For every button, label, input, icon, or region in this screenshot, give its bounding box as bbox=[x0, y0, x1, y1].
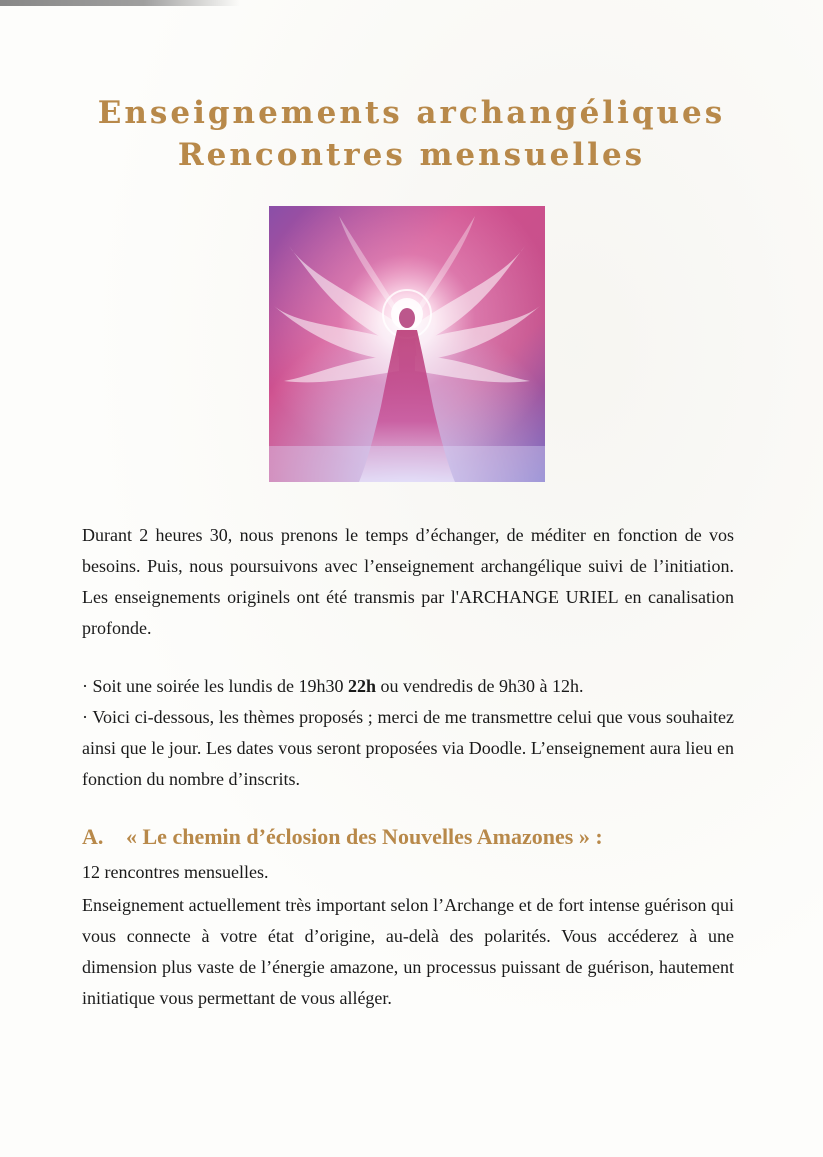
angel-illustration bbox=[269, 206, 545, 482]
title-line-2: Rencontres mensuelles bbox=[177, 137, 646, 173]
section-heading-text: « Le chemin d’éclosion des Nouvelles Amazones » : bbox=[126, 824, 603, 849]
intro-paragraph: Durant 2 heures 30, nous prenons le temps d’échanger, de méditer en fonction de vos besoins. Puis, nous poursuivons avec l’enseignement archangélique suivi de l’initiation. Les enseignements originels ont été transmis par l'ARCHANGE URIEL en canalisation profonde. bbox=[82, 525, 734, 638]
section-heading bbox=[82, 821, 742, 853]
bullet-schedule-prefix: · Soit une soirée les lundis de 19h30 bbox=[82, 676, 348, 696]
scan-edge-mark bbox=[0, 0, 240, 6]
section-letter: A. bbox=[82, 824, 104, 849]
bullet-themes: · Voici ci-dessous, les thèmes proposés ; merci de me transmettre celui que vous souhaitez ainsi que le jour. Les dates vous seront proposées via Doodle. L’enseignement aura lieu en fonction du nombre d’inscrits. bbox=[82, 707, 734, 789]
title-line-1: Enseignements archangéliques bbox=[97, 95, 726, 131]
page-title bbox=[0, 92, 823, 176]
bullet-schedule bbox=[82, 671, 734, 702]
bullet-schedule-bold: 22h bbox=[347, 676, 376, 696]
section-body: Enseignement actuellement très important selon l’Archange et de fort intense guérison qui vous connecte à votre état d’origine, au-delà des polarités. Vous accéderez à une dimension plus vaste de l’énergie amazone, un processus puissant de guérison, hautement initiatique vous permettant de vous alléger. bbox=[82, 895, 734, 1008]
schedule-bullets bbox=[82, 671, 734, 795]
bullet-schedule-suffix: ou vendredis de 9h30 à 12h. bbox=[375, 676, 584, 696]
section-subtitle: 12 rencontres mensuelles. bbox=[82, 862, 269, 882]
